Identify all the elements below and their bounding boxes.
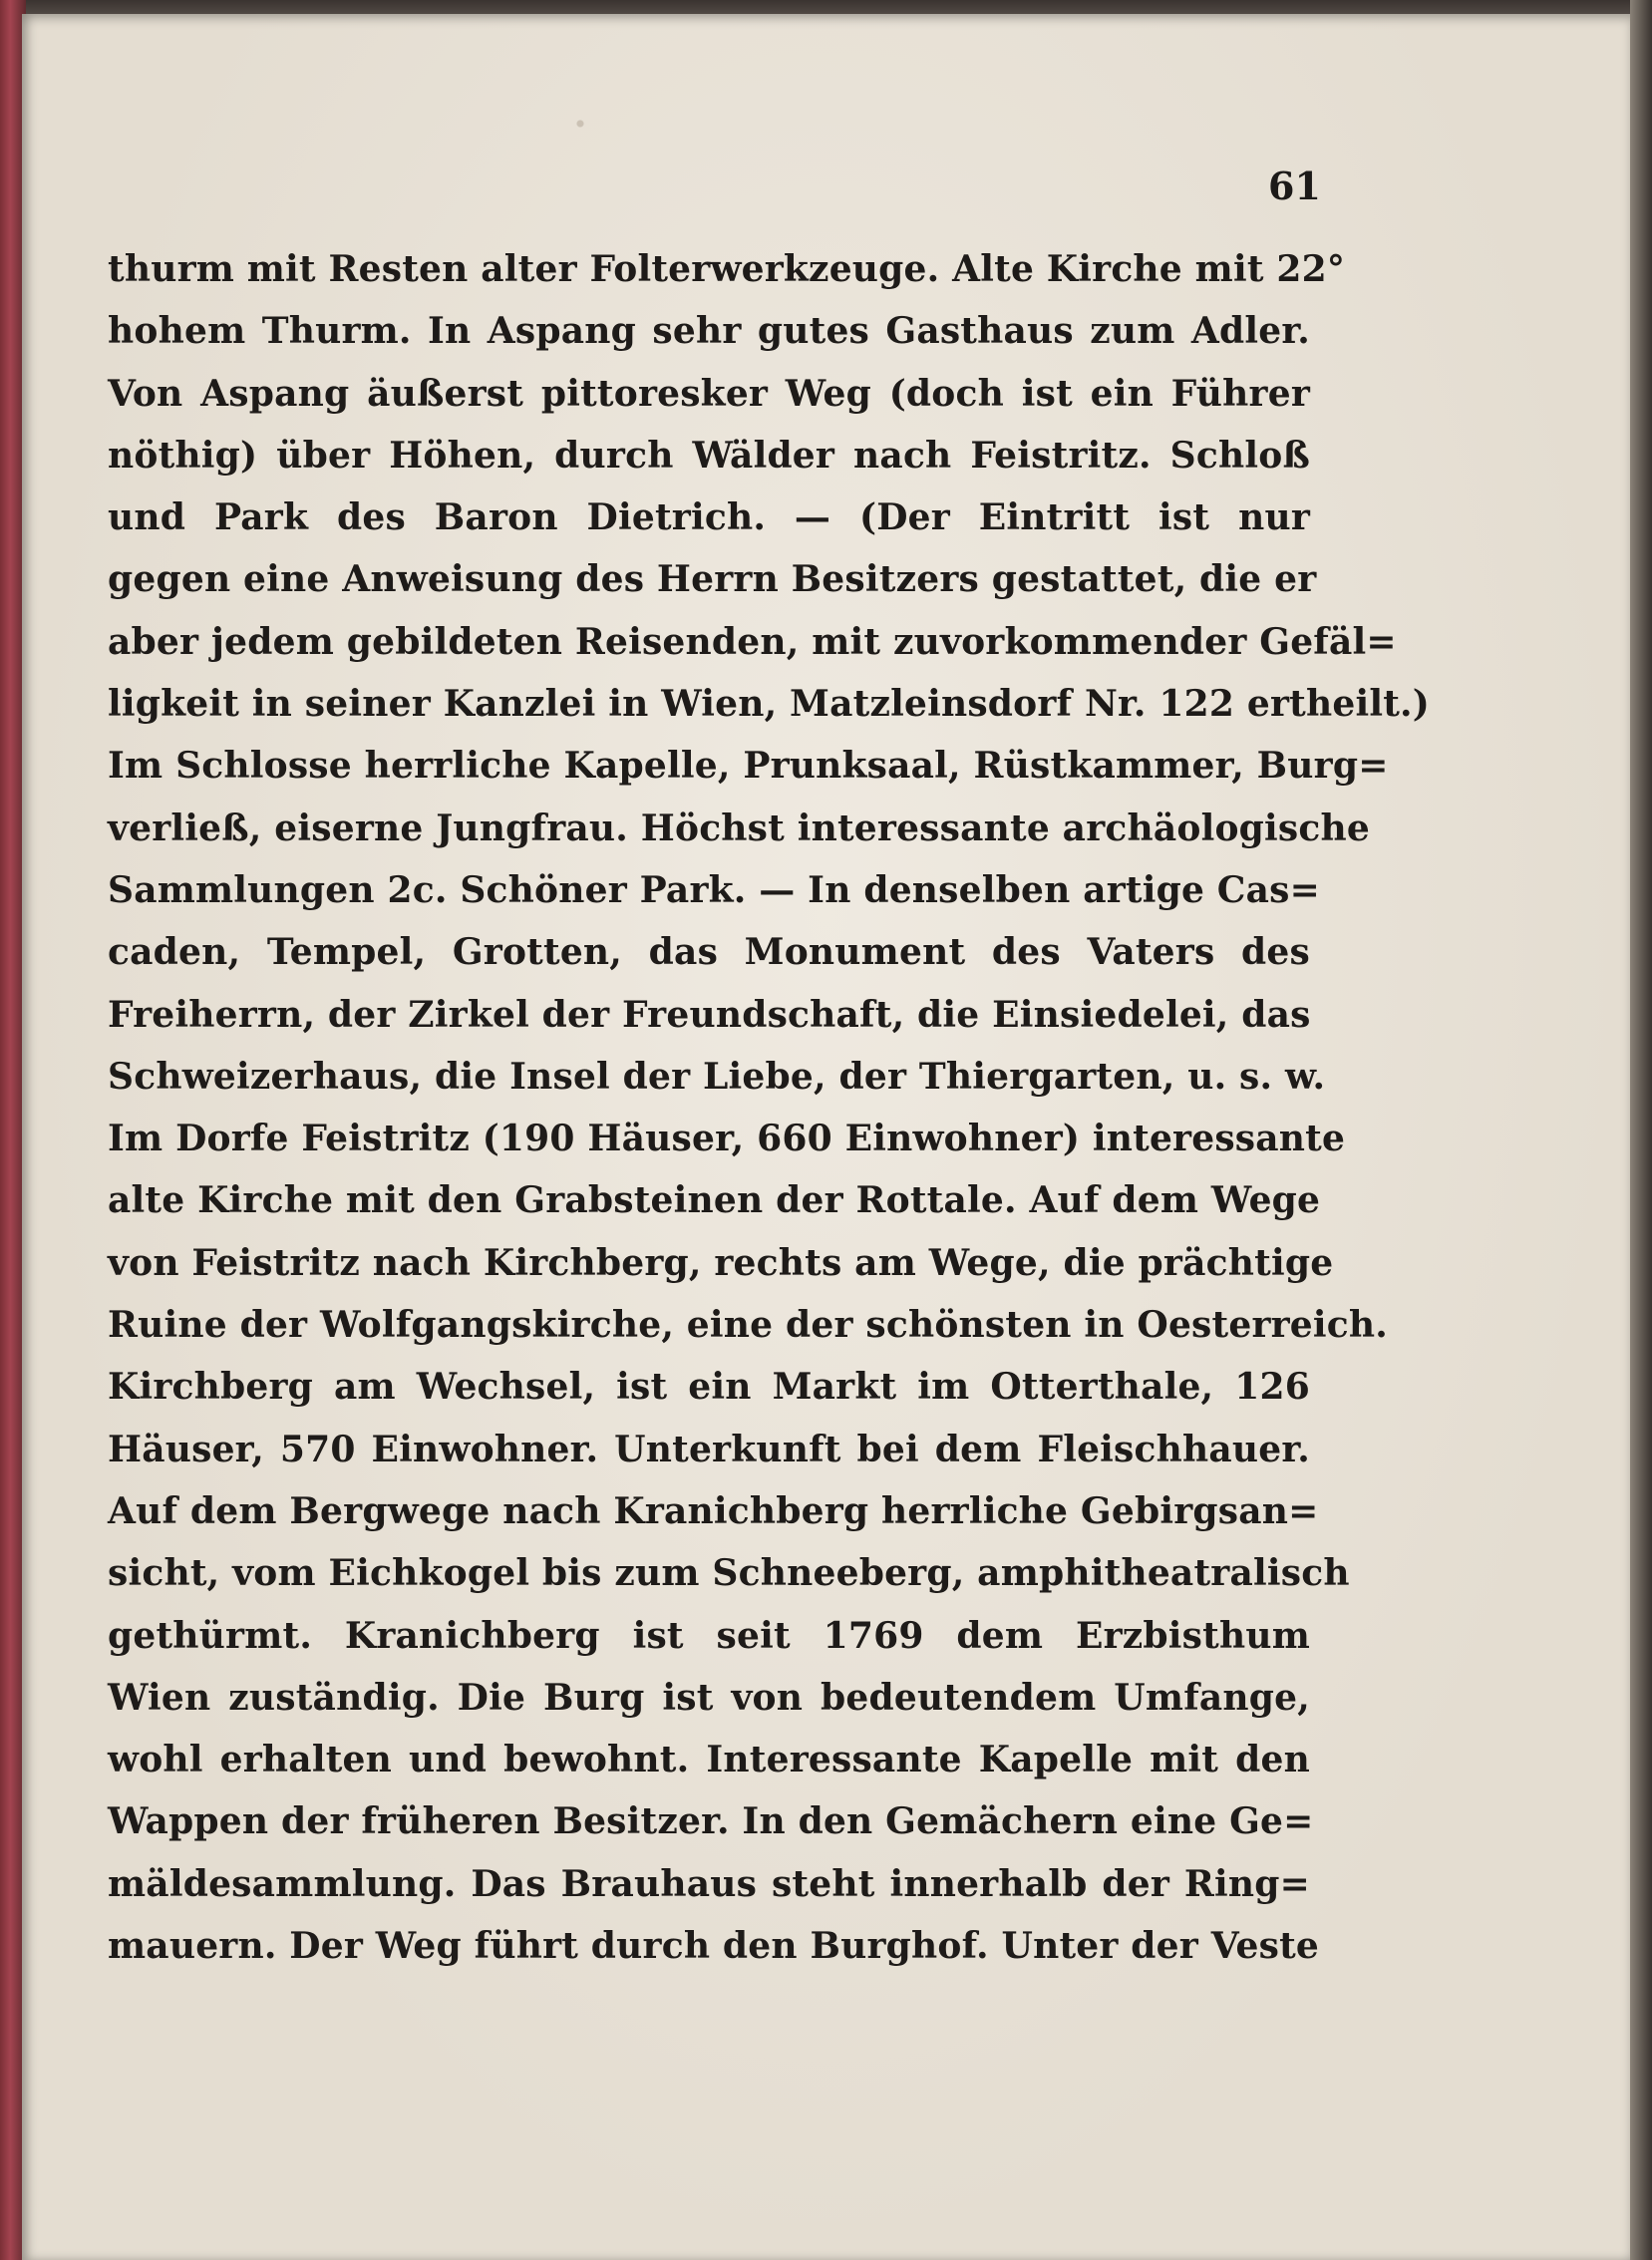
text-line: mäldesammlung. Das Brauhaus steht innerhalb der Ring= bbox=[108, 1862, 1310, 1905]
text-line: Im Dorfe Feistritz (190 Häuser, 660 Einwohner) interessante bbox=[108, 1118, 1346, 1160]
text-line: hohem Thurm. In Aspang sehr gutes Gasthaus zum Adler. bbox=[108, 310, 1310, 353]
text-line: Im Schlosse herrliche Kapelle, Prunksaal, Rüstkammer, Burg= bbox=[108, 745, 1389, 788]
text-line: Sammlungen 2c. Schöner Park. — In denselben artige Cas= bbox=[108, 868, 1321, 911]
text-line: verließ, eiserne Jungfrau. Höchst interessante archäologische bbox=[108, 807, 1370, 849]
text-line: nöthig) über Höhen, durch Wälder nach Feistritz. Schloß bbox=[108, 434, 1310, 477]
text-line: aber jedem gebildeten Reisenden, mit zuvorkommender Gefäl= bbox=[108, 620, 1397, 663]
text-line: Wappen der früheren Besitzer. In den Gemächern eine Ge= bbox=[108, 1800, 1314, 1843]
body-text bbox=[108, 238, 1430, 1977]
book-edge-right bbox=[1630, 0, 1652, 2260]
page-number: 61 bbox=[1268, 163, 1321, 208]
text-line: caden, Tempel, Grotten, das Monument des Vaters des bbox=[108, 931, 1310, 974]
text-line: gethürmt. Kranichberg ist seit 1769 dem Erzbisthum bbox=[108, 1614, 1310, 1657]
text-line: Freiherrn, der Zirkel der Freundschaft, die Einsiedelei, das bbox=[108, 993, 1311, 1036]
text-line: wohl erhalten und bewohnt. Interessante Kapelle mit den bbox=[108, 1739, 1310, 1781]
text-line: Häuser, 570 Einwohner. Unterkunft bei dem Fleischhauer. bbox=[108, 1428, 1310, 1470]
text-line: Auf dem Bergwege nach Kranichberg herrliche Gebirgsan= bbox=[108, 1489, 1319, 1532]
text-line: alte Kirche mit den Grabsteinen der Rottale. Auf dem Wege bbox=[108, 1179, 1321, 1222]
text-line: mauern. Der Weg führt durch den Burghof. Unter der Veste bbox=[108, 1925, 1320, 1968]
text-line: Wien zuständig. Die Burg ist von bedeutendem Umfange, bbox=[108, 1676, 1310, 1719]
text-line: Von Aspang äußerst pittoresker Weg (doch ist ein Führer bbox=[108, 372, 1310, 415]
text-line: Ruine der Wolfgangskirche, eine der schönsten in Oesterreich. bbox=[108, 1304, 1388, 1347]
text-line: Schweizerhaus, die Insel der Liebe, der Thiergarten, u. s. w. bbox=[108, 1055, 1326, 1098]
text-line: sicht, vom Eichkogel bis zum Schneeberg, amphitheatralisch bbox=[108, 1552, 1350, 1595]
text-line: thurm mit Resten alter Folterwerkzeuge. Alte Kirche mit 22° bbox=[108, 248, 1346, 290]
book-page bbox=[22, 14, 1630, 2260]
text-line: und Park des Baron Dietrich. — (Der Eintritt ist nur bbox=[108, 496, 1310, 539]
text-line: ligkeit in seiner Kanzlei in Wien, Matzleinsdorf Nr. 122 ertheilt.) bbox=[108, 683, 1430, 726]
text-line: gegen eine Anweisung des Herrn Besitzers gestattet, die er bbox=[108, 558, 1317, 601]
text-line: von Feistritz nach Kirchberg, rechts am Wege, die prächtige bbox=[108, 1241, 1334, 1284]
text-line: Kirchberg am Wechsel, ist ein Markt im Otterthale, 126 bbox=[108, 1366, 1310, 1409]
